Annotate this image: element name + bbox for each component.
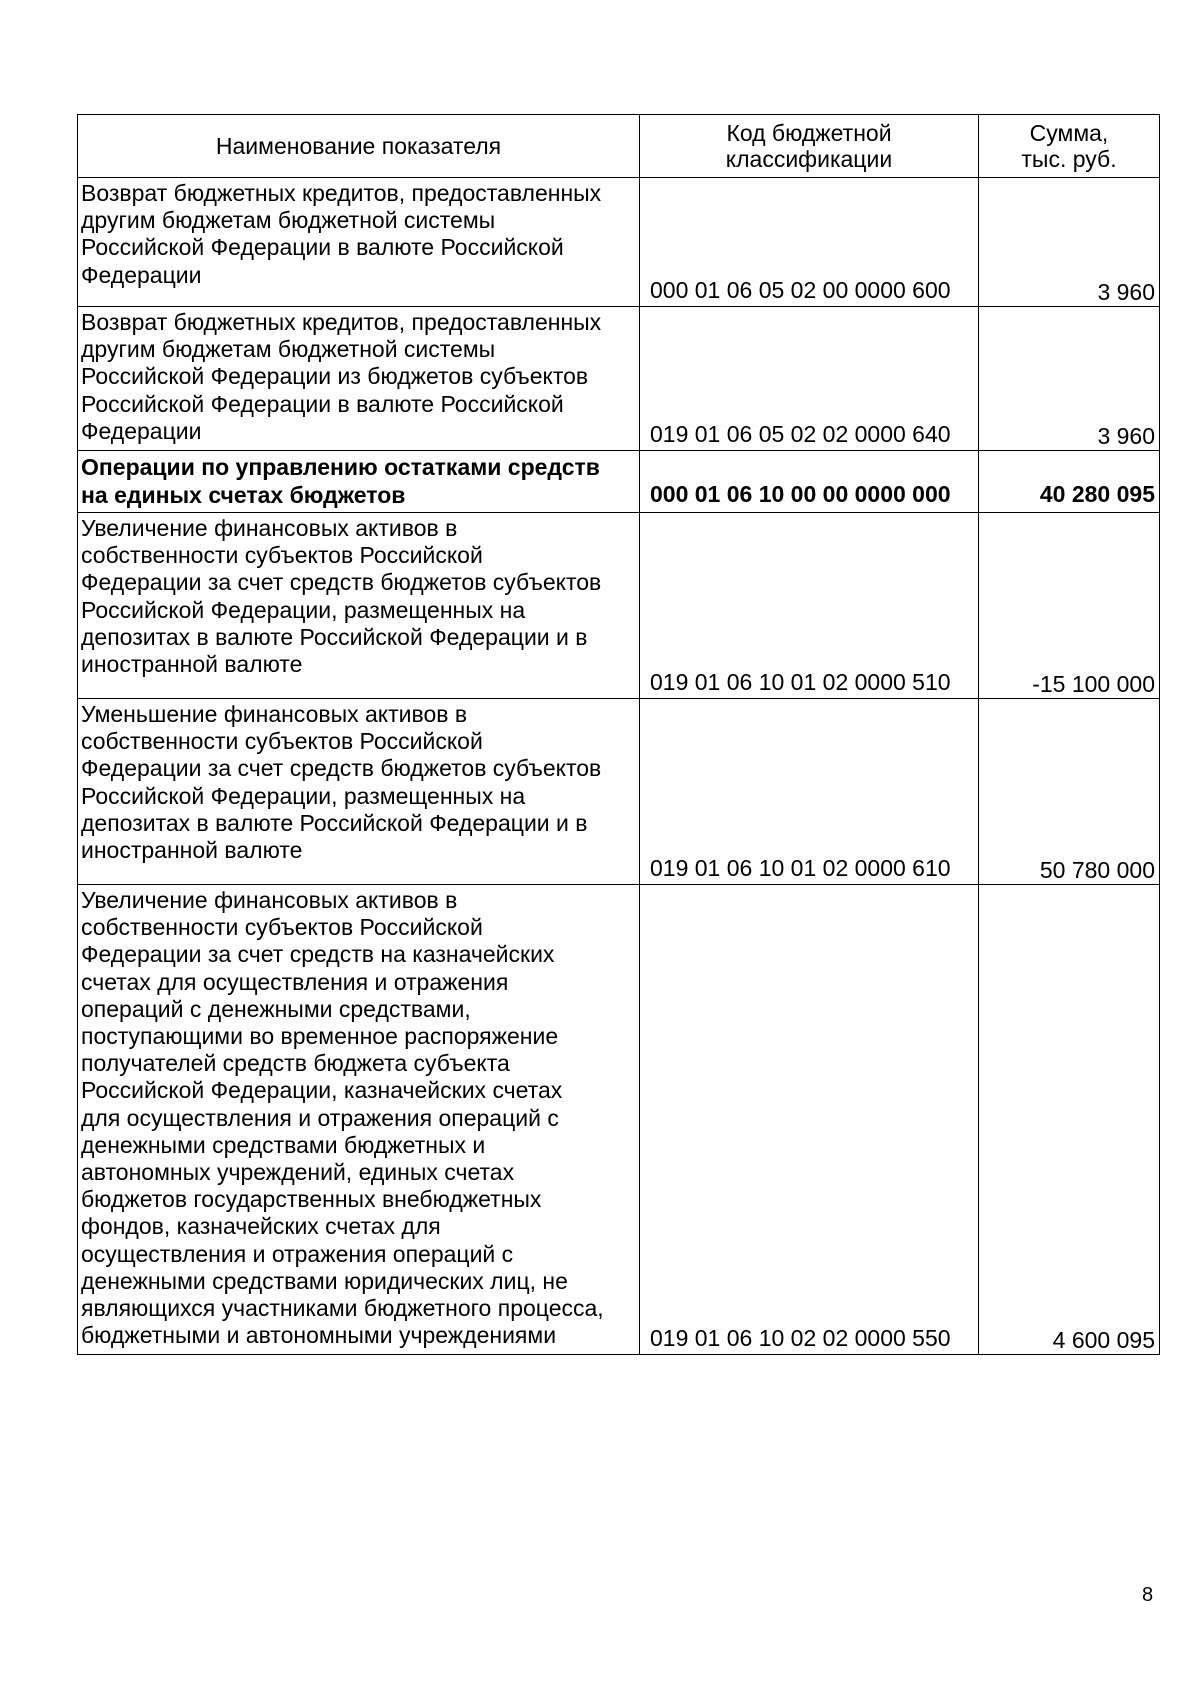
table-row	[78, 513, 1160, 699]
header-indicator-name: Наименование показателя	[78, 115, 640, 178]
row-budget-code: 019 01 06 10 02 02 0000 550	[640, 885, 979, 1355]
row-amount: 3 960	[979, 178, 1160, 307]
page-number: 8	[1142, 1584, 1154, 1606]
table-row	[78, 699, 1160, 885]
row-amount: 3 960	[979, 307, 1160, 451]
table-header-row	[78, 115, 1160, 178]
row-amount: 4 600 095	[979, 885, 1160, 1355]
row-budget-code: 019 01 06 05 02 02 0000 640	[640, 307, 979, 451]
table-row	[78, 307, 1160, 451]
row-budget-code: 019 01 06 10 01 02 0000 510	[640, 513, 979, 699]
header-amount: Сумма, тыс. руб.	[979, 115, 1160, 178]
row-amount: 50 780 000	[979, 699, 1160, 885]
row-budget-code: 000 01 06 10 00 00 0000 000	[640, 451, 979, 513]
row-amount: -15 100 000	[979, 513, 1160, 699]
row-indicator-name: Возврат бюджетных кредитов, предоставленных другим бюджетам бюджетной системы Российской Федерации из бюджетов субъектов Российской Федерации в валюте Российской Федерации	[78, 307, 640, 451]
row-budget-code: 000 01 06 05 02 00 0000 600	[640, 178, 979, 307]
row-indicator-name: Возврат бюджетных кредитов, предоставленных другим бюджетам бюджетной системы Российской Федерации в валюте Российской Федерации	[78, 178, 640, 307]
table-row-subtotal	[78, 451, 1160, 513]
table-row	[78, 178, 1160, 307]
row-indicator-name: Увеличение финансовых активов в собственности субъектов Российской Федерации за счет средств бюджетов субъектов Российской Федерации, размещенных на депозитах в валюте Российской Федерации и в иностранной валюте	[78, 513, 640, 699]
row-budget-code: 019 01 06 10 01 02 0000 610	[640, 699, 979, 885]
table-row	[78, 885, 1160, 1355]
header-budget-code: Код бюджетной классификации	[640, 115, 979, 178]
row-indicator-name: Уменьшение финансовых активов в собственности субъектов Российской Федерации за счет средств бюджетов субъектов Российской Федерации, размещенных на депозитах в валюте Российской Федерации и в иностранной валюте	[78, 699, 640, 885]
row-indicator-name: Операции по управлению остатками средств на единых счетах бюджетов	[78, 451, 640, 513]
row-indicator-name: Увеличение финансовых активов в собственности субъектов Российской Федерации за счет средств на казначейских счетах для осуществления и отражения операций с денежными средствами, поступающими во временное распоряжение получателей средств бюджета субъекта Российской Федерации, казначейских счетах для осуществления и отражения операций с денежными средствами бюджетных и автономных учреждений, единых счетах бюджетов государственных внебюджетных фондов, казначейских счетах для осуществления и отражения операций с денежными средствами юридических лиц, не являющихся участниками бюджетного процесса, бюджетными и автономными учреждениями	[78, 885, 640, 1355]
row-amount: 40 280 095	[979, 451, 1160, 513]
budget-sources-table	[77, 114, 1160, 1355]
